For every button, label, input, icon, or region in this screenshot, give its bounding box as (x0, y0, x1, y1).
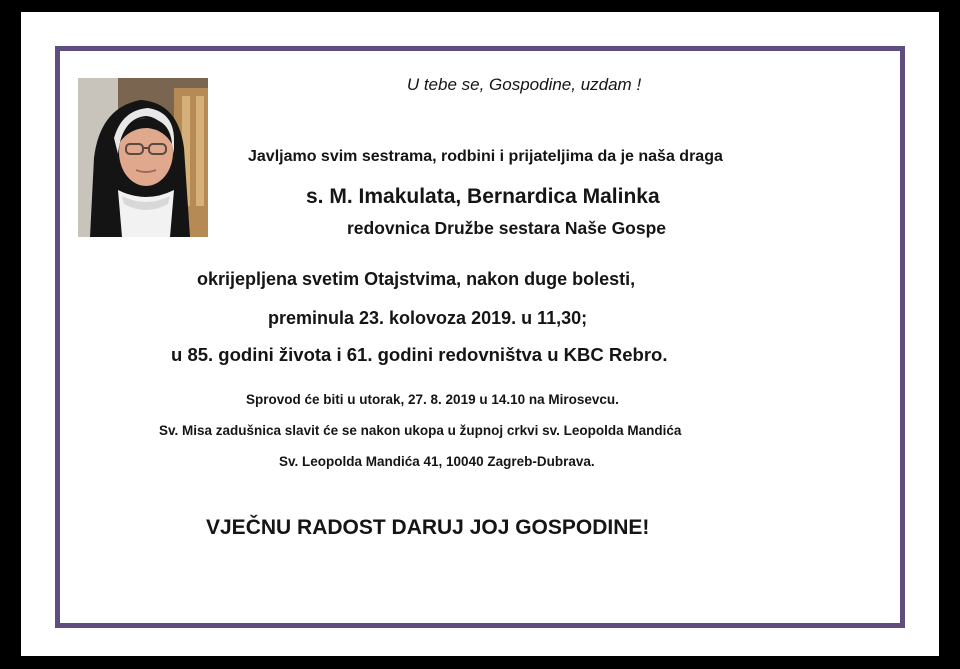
portrait-photo (78, 78, 208, 237)
body-line: u 85. godini života i 61. godini redovništva u KBC Rebro. (171, 344, 668, 365)
funeral-line: Sv. Leopolda Mandića 41, 10040 Zagreb-Dubrava. (279, 454, 595, 469)
motto: U tebe se, Gospodine, uzdam ! (406, 75, 642, 94)
funeral-line: Sv. Misa zadušnica slavit će se nakon ukopa u župnoj crkvi sv. Leopolda Mandića (159, 423, 682, 438)
obituary-card (21, 12, 939, 656)
body-line: okrijepljena svetim Otajstvima, nakon duge bolesti, (197, 269, 636, 289)
funeral-line: Sprovod će biti u utorak, 27. 8. 2019 u 14.10 na Mirosevcu. (246, 392, 619, 407)
body-line: preminula 23. kolovoza 2019. u 11,30; (268, 308, 588, 328)
closing-prayer: VJEČNU RADOST DARUJ JOJ GOSPODINE! (206, 516, 650, 539)
announcement: Javljamo svim sestrama, rodbini i prijateljima da je naša draga (248, 148, 723, 165)
deceased-name: s. M. Imakulata, Bernardica Malinka (306, 185, 660, 208)
religious-order: redovnica Družbe sestara Naše Gospe (347, 218, 667, 238)
